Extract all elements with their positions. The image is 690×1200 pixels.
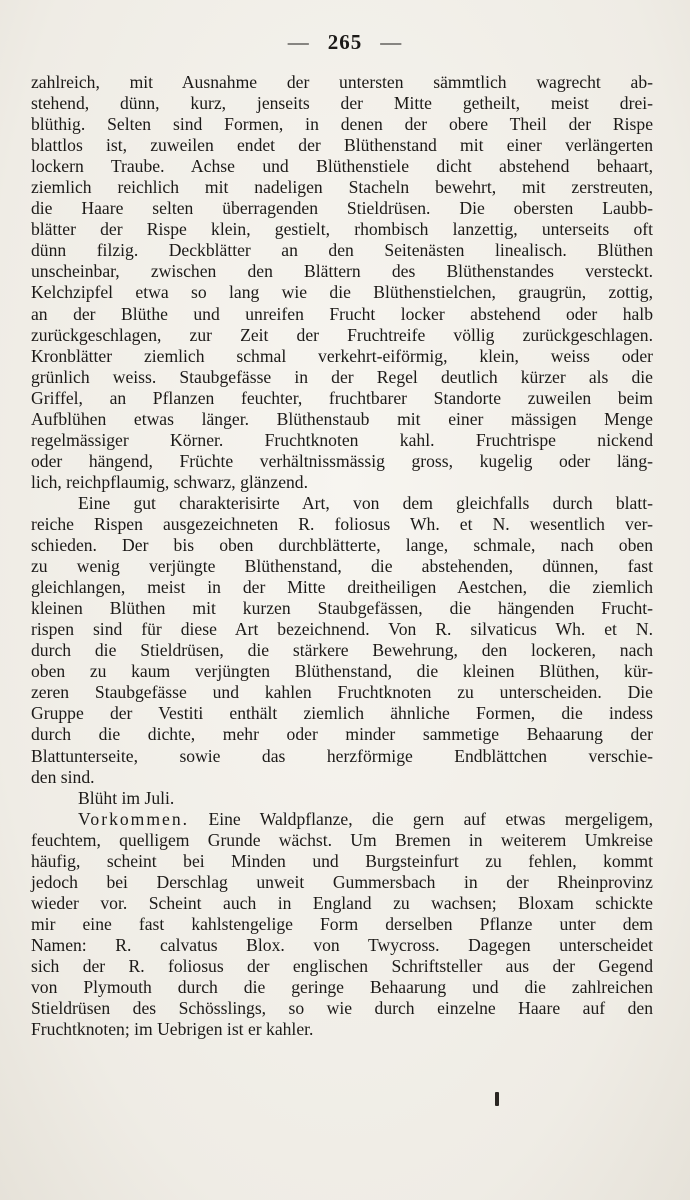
text-line: [31, 809, 653, 830]
text-line: jedoch bei Derschlag unweit Gummersbach in der Rheinprovinz: [31, 871, 653, 892]
ink-mark: [495, 1092, 499, 1106]
text-line: unscheinbar, zwischen den Blättern des Blüthenstandes versteckt.: [31, 261, 653, 282]
text-line: die Haare selten überragenden Stieldrüsen. Die obersten Laubb-: [31, 198, 653, 219]
body-text: [31, 72, 653, 1040]
text-line: zahlreich, mit Ausnahme der untersten sämmtlich wagrecht ab-: [31, 72, 653, 92]
text-line: reiche Rispen ausgezeichneten R. foliosus Wh. et N. wesentlich ver-: [31, 513, 653, 534]
text-line: schieden. Der bis oben durchblätterte, lange, schmale, nach oben: [31, 535, 653, 556]
text-line: durch die Stieldrüsen, die stärkere Bewehrung, den lockeren, nach: [31, 640, 653, 661]
text-line: Stieldrüsen des Schösslings, so wie durch einzelne Haare auf den: [31, 998, 653, 1019]
text-line: ziemlich reichlich mit nadeligen Stacheln bewehrt, mit zerstreuten,: [31, 177, 653, 198]
text-line: grünlich weiss. Staubgefässe in der Regel deutlich kürzer als die: [31, 366, 653, 387]
text-line: Blüht im Juli.: [78, 787, 175, 808]
text-line: Griffel, an Pflanzen feuchter, fruchtbarer Standorte zuweilen beim: [31, 387, 653, 408]
header-dash-left: —: [287, 30, 310, 54]
text-line: zeren Staubgefässe und kahlen Fruchtknoten zu unterscheiden. Die: [31, 682, 653, 703]
text-line: Aufblühen etwas länger. Blüthenstaub mit einer mässigen Menge: [31, 408, 653, 429]
text-line: oder hängend, Früchte verhältnissmässig gross, kugelig oder läng-: [31, 450, 653, 471]
text-line: lockern Traube. Achse und Blüthenstiele dicht abstehend behaart,: [31, 156, 653, 177]
text-line: von Plymouth durch die geringe Behaarung und die zahlreichen: [31, 977, 653, 998]
text-line: wieder vor. Scheint auch in England zu wachsen; Bloxam schickte: [31, 892, 653, 913]
text-line: oben zu kaum verjüngten Blüthenstand, die kleinen Blüthen, kür-: [31, 661, 653, 682]
text-line: lich, reichpflaumig, schwarz, glänzend.: [31, 471, 308, 492]
text-line: sich der R. foliosus der englischen Schriftsteller aus der Gegend: [31, 955, 653, 976]
text-line-content: Eine Waldpflanze, die gern auf etwas mergeligem,: [208, 808, 653, 829]
section-lead: Vorkommen.: [78, 808, 190, 829]
text-line: Kelchzipfel etwa so lang wie die Blüthenstielchen, graugrün, zottig,: [31, 282, 653, 303]
page-number: 265: [327, 30, 363, 54]
text-line: kleinen Blüthen mit kurzen Staubgefässen, die hängenden Frucht-: [31, 598, 653, 619]
text-line: durch die dichte, mehr oder minder sammetige Behaarung der: [31, 724, 653, 745]
text-line: rispen sind für diese Art bezeichnend. Von R. silvaticus Wh. et N.: [31, 619, 653, 640]
text-line: gleichlangen, meist in der Mitte dreitheiligen Aestchen, die ziemlich: [31, 577, 653, 598]
text-line: blüthig. Selten sind Formen, in denen der obere Theil der Rispe: [31, 114, 653, 135]
text-line: stehend, dünn, kurz, jenseits der Mitte getheilt, meist drei-: [31, 93, 653, 114]
text-line: Gruppe der Vestiti enthält ziemlich ähnliche Formen, die indess: [31, 703, 653, 724]
header-dash-right: —: [380, 30, 403, 54]
text-line: regelmässiger Körner. Fruchtknoten kahl. Fruchtrispe nickend: [31, 429, 653, 450]
text-line: dünn filzig. Deckblätter an den Seitenästen linealisch. Blüthen: [31, 240, 653, 261]
text-line: mir eine fast kahlstengelige Form derselben Pflanze unter dem: [31, 913, 653, 934]
text-line: den sind.: [31, 766, 95, 787]
text-line: blattlos ist, zuweilen endet der Blüthenstand mit einer verlängerten: [31, 135, 653, 156]
page-header: [0, 30, 690, 55]
text-line: zu wenig verjüngte Blüthenstand, die abstehenden, dünnen, fast: [31, 556, 653, 577]
text-line: Blattunterseite, sowie das herzförmige Endblättchen verschie-: [31, 745, 653, 766]
text-line: Kronblätter ziemlich schmal verkehrt-eiförmig, klein, weiss oder: [31, 345, 653, 366]
text-line: an der Blüthe und unreifen Frucht locker abstehend oder halb: [31, 303, 653, 324]
text-line: feuchtem, quelligem Grunde wächst. Um Bremen in weiterem Umkreise: [31, 829, 653, 850]
text-line: häufig, scheint bei Minden und Burgsteinfurt zu fehlen, kommt: [31, 850, 653, 871]
text-line: blätter der Rispe klein, gestielt, rhombisch lanzettig, unterseits oft: [31, 219, 653, 240]
text-line: zurückgeschlagen, zur Zeit der Fruchtreife völlig zurückgeschlagen.: [31, 324, 653, 345]
text-line: Fruchtknoten; im Uebrigen ist er kahler.: [31, 1019, 314, 1040]
text-line: Eine gut charakterisirte Art, von dem gleichfalls durch blatt-: [78, 492, 653, 513]
text-line: Namen: R. calvatus Blox. von Twycross. Dagegen unterscheidet: [31, 934, 653, 955]
